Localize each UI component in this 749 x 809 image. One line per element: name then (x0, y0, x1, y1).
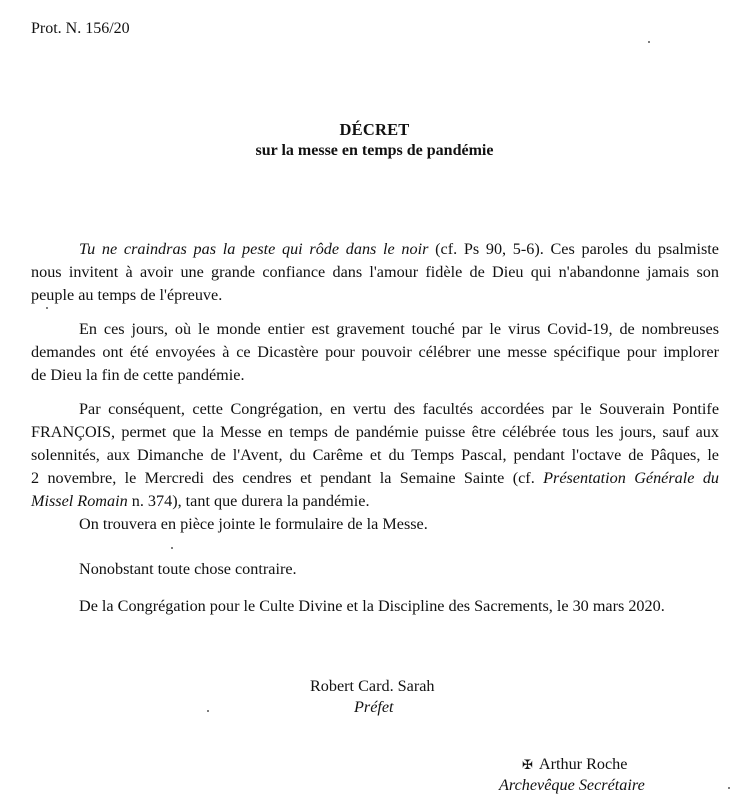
paragraph-line: demandes ont été envoyées à ce Dicastère pour pouvoir célébrer une messe spécifique pour implorer (31, 343, 719, 361)
prefect-title: Préfet (354, 698, 394, 716)
scan-speck (648, 41, 650, 43)
secretary-name: Arthur Roche (538, 755, 628, 773)
prefect-name: Robert Card. Sarah (310, 677, 435, 695)
protocol-number: Prot. N. 156/20 (31, 20, 130, 37)
scan-speck (46, 307, 48, 309)
decree-title: DÉCRET (339, 120, 410, 139)
paragraph-line: nous invitent à avoir une grande confiance dans l'amour fidèle de Dieu qui n'abandonne jamais son (31, 263, 719, 281)
paragraph-line: FRANÇOIS, permet que la Messe en temps de pandémie puisse être célébrée tous les jours, sauf aux (31, 423, 719, 441)
paragraph-notwithstanding: Nonobstant toute chose contraire. (79, 560, 297, 578)
secretary-title: Archevêque Secrétaire (499, 776, 645, 794)
psalm-quote: Tu ne craindras pas la peste qui rôde dans le noir (79, 240, 429, 258)
paragraph-psalm (31, 238, 719, 307)
paragraph-line: peuple au temps de l'épreuve. (31, 286, 223, 304)
paragraph-line: 2 novembre, le Mercredi des cendres et pendant la Semaine Sainte (cf. Présentation Générale du (31, 469, 720, 487)
decree-subtitle: sur la messe en temps de pandémie (255, 142, 494, 159)
paragraph-attachment: On trouvera en pièce jointe le formulaire de la Messe. (79, 515, 428, 533)
paragraph-line: Par conséquent, cette Congrégation, en vertu des facultés accordées par le Souverain Pontife (79, 400, 719, 418)
scan-speck (207, 710, 209, 712)
scan-speck (171, 547, 173, 549)
cross-icon: ✠ (522, 757, 533, 772)
paragraph-date: De la Congrégation pour le Culte Divine et la Discipline des Sacrements, le 30 mars 2020. (79, 597, 665, 615)
paragraph-line: solennités, aux Dimanche de l'Avent, du Carême et du Temps Pascal, pendant l'octave de Pâques, le (31, 446, 719, 464)
paragraph-line: Tu ne craindras pas la peste qui rôde dans le noir (cf. Ps 90, 5-6). Ces paroles du psalmiste (79, 240, 719, 258)
scan-speck (728, 787, 730, 789)
paragraph-line: de Dieu la fin de cette pandémie. (31, 366, 245, 384)
missal-reference: Missel Romain (31, 492, 128, 510)
paragraph-decision (31, 398, 719, 513)
secretary-signature (522, 755, 627, 774)
paragraph-line: Missel Romain n. 374), tant que durera la pandémie. (31, 492, 370, 510)
paragraph-line: En ces jours, où le monde entier est gravement touché par le virus Covid-19, de nombreuses (79, 320, 719, 338)
missal-reference: Présentation Générale du (543, 469, 720, 487)
paragraph-requests (31, 318, 719, 387)
